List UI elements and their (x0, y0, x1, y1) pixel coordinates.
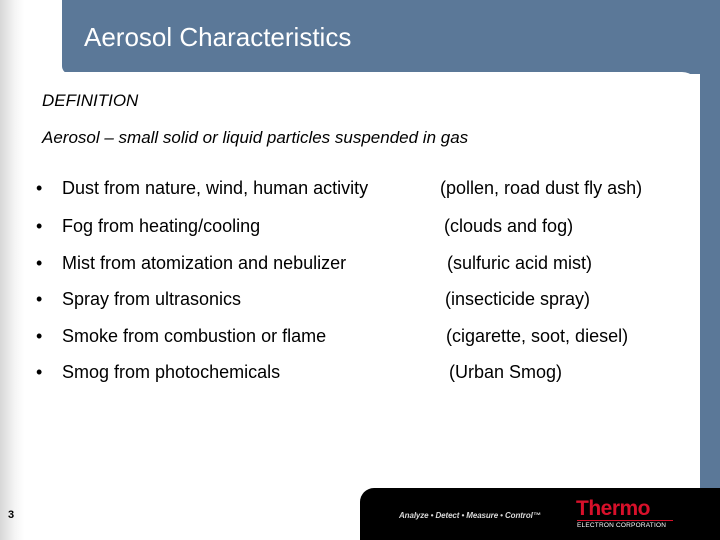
bullet-example: (sulfuric acid mist) (447, 253, 593, 273)
right-frame-bar (700, 0, 720, 540)
footer-tagline: Analyze • Detect • Measure • Control™ (399, 511, 541, 520)
bullet-source: Fog from heating/cooling (62, 216, 261, 236)
bullet-source: Smoke from combustion or flame (62, 326, 327, 346)
bullet-example: (Urban Smog) (449, 362, 563, 382)
bullet-icon: • (36, 362, 43, 382)
bullet-item-smoke (36, 326, 686, 350)
bullet-example: (insecticide spray) (445, 289, 591, 309)
logo-subtitle: ELECTRON CORPORATION (577, 522, 667, 529)
bullet-item-dust (36, 178, 686, 202)
left-edge-shadow (0, 0, 24, 540)
bullet-example: (clouds and fog) (444, 216, 574, 236)
definition-text: Aerosol – small solid or liquid particles suspended in gas (42, 128, 469, 147)
bullet-icon: • (36, 253, 43, 273)
thermo-logo (576, 497, 686, 533)
bullet-item-spray (36, 289, 686, 313)
slide-title: Aerosol Characteristics (84, 22, 352, 52)
bullet-example: (pollen, road dust fly ash) (440, 178, 643, 198)
bullet-item-smog (36, 362, 686, 386)
bullet-source: Mist from atomization and nebulizer (62, 253, 347, 273)
bullet-icon: • (36, 289, 43, 309)
bullet-source: Dust from nature, wind, human activity (62, 178, 369, 198)
page-number: 3 (8, 509, 15, 521)
bullet-item-fog (36, 216, 686, 240)
logo-divider (577, 520, 673, 521)
bullet-icon: • (36, 326, 43, 346)
bullet-example: (cigarette, soot, diesel) (446, 326, 629, 346)
bullet-icon: • (36, 216, 43, 236)
definition-heading: DEFINITION (42, 91, 139, 110)
logo-wordmark: Thermo (576, 497, 651, 520)
bullet-source: Spray from ultrasonics (62, 289, 242, 309)
bullet-icon: • (36, 178, 43, 198)
bullet-source: Smog from photochemicals (62, 362, 281, 382)
bullet-item-mist (36, 253, 686, 277)
